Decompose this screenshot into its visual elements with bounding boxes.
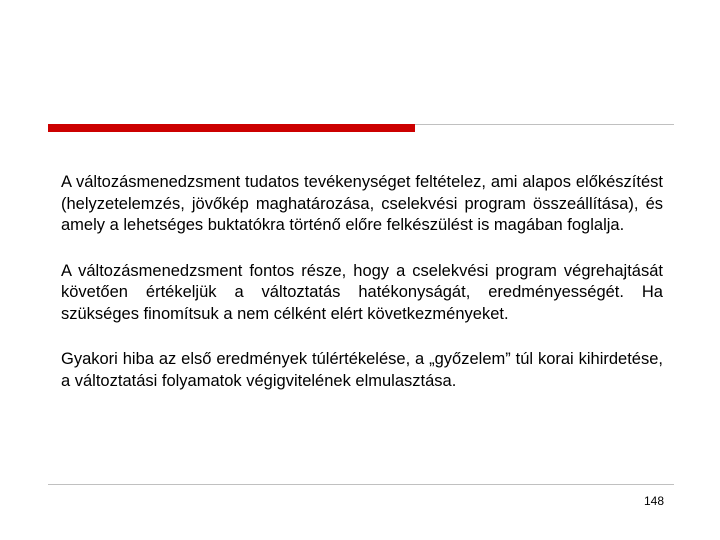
slide-body — [61, 172, 663, 392]
paragraph-1: A változásmenedzsment tudatos tevékenységet feltételez, ami alapos előkészítést (helyzetelemzés, jövőkép maghatározása, cselekvési program összeállítása), és amely a lehetséges buktatókra történő előre felkészülést is magában foglalja. — [61, 173, 663, 234]
paragraph-2: A változásmenedzsment fontos része, hogy a cselekvési program végrehajtását követően értékeljük a változtatás hatékonyságát, eredményességét. Ha szükséges finomítsuk a nem célként elért következményeket. — [61, 261, 663, 323]
page-number: 148 — [643, 494, 664, 508]
header-accent-bar — [48, 124, 415, 132]
footer-rule — [48, 484, 674, 485]
paragraph-3: Gyakori hiba az első eredmények túlértékelése, a „győzelem” túl korai kihirdetése, a változtatási folyamatok végigvitelének elmulasztása. — [61, 350, 663, 390]
